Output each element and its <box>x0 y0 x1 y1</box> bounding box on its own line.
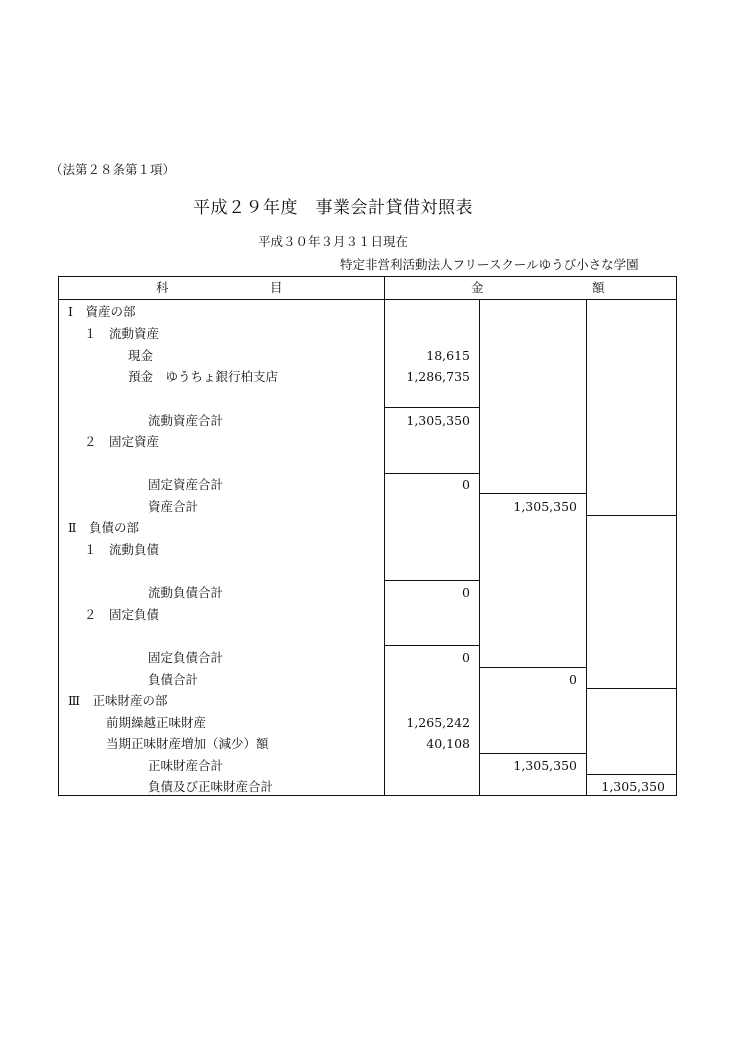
amount-current-assets-total: 1,305,350 <box>406 413 470 428</box>
header-separator <box>58 299 677 300</box>
column-divider-col1 <box>479 299 480 796</box>
rule-col3-total <box>586 774 677 775</box>
table-border-top <box>58 276 677 277</box>
table-border-left <box>58 276 59 796</box>
row-label-net-assets-section: Ⅲ 正味財産の部 <box>68 693 168 708</box>
row-label-fixed-liabilities: ２ 固定負債 <box>84 607 160 622</box>
table-border-bottom <box>58 795 677 796</box>
rule-col2-total-assets <box>479 493 586 494</box>
amount-total-liabilities: 0 <box>569 672 577 687</box>
amount-net-assets-change: 40,108 <box>426 736 470 751</box>
rule-col2-net-assets <box>479 753 586 754</box>
row-label-current-liabilities: １ 流動負債 <box>84 542 160 557</box>
rule-col3-assets <box>586 515 677 516</box>
row-label-prior-net-assets: 前期繰越正味財産 <box>106 715 207 730</box>
row-label-deposit: 預金 ゆうちょ銀行柏支店 <box>128 369 279 384</box>
table-border-right <box>676 276 677 796</box>
rule-col1-current-assets <box>384 407 479 408</box>
amount-deposit: 1,286,735 <box>406 369 470 384</box>
header-amount-right: 額 <box>592 280 605 295</box>
row-label-assets-section: Ⅰ 資産の部 <box>68 304 136 319</box>
amount-cash: 18,615 <box>426 348 470 363</box>
balance-sheet-table <box>58 276 677 796</box>
amount-liabilities-and-net-assets-total: 1,305,350 <box>601 779 665 794</box>
amount-fixed-liabilities-total: 0 <box>462 650 470 665</box>
organization-name: 特定非営利活動法人フリースクールゆうび小さな学園 <box>340 257 639 272</box>
row-label-fixed-assets-total: 固定資産合計 <box>148 477 224 492</box>
header-subject-left: 科 <box>156 280 169 295</box>
as-of-date: 平成３０年３月３１日現在 <box>258 234 409 249</box>
header-subject-right: 目 <box>270 280 283 295</box>
row-label-net-assets-total: 正味財産合計 <box>148 758 224 773</box>
row-label-fixed-liabilities-total: 固定負債合計 <box>148 650 224 665</box>
amount-prior-net-assets: 1,265,242 <box>406 715 470 730</box>
amount-current-liabilities-total: 0 <box>462 585 470 600</box>
document-title: 平成２９年度 事業会計貸借対照表 <box>193 198 473 218</box>
column-divider-col2 <box>586 299 587 796</box>
row-label-total-assets: 資産合計 <box>148 499 199 514</box>
header-amount-left: 金 <box>471 280 484 295</box>
row-label-current-liabilities-total: 流動負債合計 <box>148 585 224 600</box>
row-label-current-assets: １ 流動資産 <box>84 326 160 341</box>
rule-col1-fixed-assets <box>384 473 479 474</box>
row-label-total-liabilities: 負債合計 <box>148 672 199 687</box>
law-reference: （法第２８条第１項） <box>50 162 176 177</box>
row-label-liabilities-section: Ⅱ 負債の部 <box>68 520 139 535</box>
row-label-net-assets-change: 当期正味財産増加（減少）額 <box>106 736 269 751</box>
row-label-fixed-assets: ２ 固定資産 <box>84 434 160 449</box>
rule-col1-fixed-liabilities <box>384 645 479 646</box>
row-label-cash: 現金 <box>128 348 154 363</box>
rule-col1-current-liabilities <box>384 580 479 581</box>
row-label-liabilities-and-net-assets-total: 負債及び正味財産合計 <box>148 779 274 794</box>
rule-col2-total-liabilities <box>479 667 586 668</box>
amount-total-assets: 1,305,350 <box>513 499 577 514</box>
rule-col3-liabilities <box>586 688 677 689</box>
amount-net-assets-total: 1,305,350 <box>513 758 577 773</box>
amount-fixed-assets-total: 0 <box>462 477 470 492</box>
row-label-current-assets-total: 流動資産合計 <box>148 413 224 428</box>
